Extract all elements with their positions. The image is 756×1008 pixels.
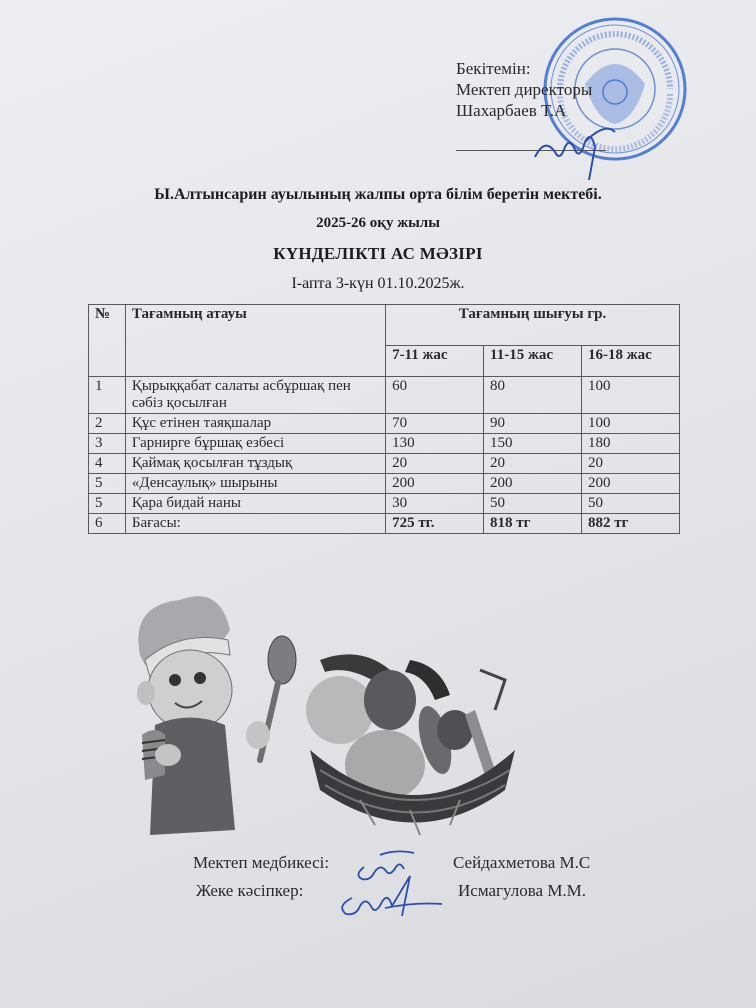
table-row <box>89 454 680 474</box>
yield-11-15: 20 <box>484 454 582 474</box>
yield-7-11: 70 <box>386 414 484 434</box>
school-name: Ы.Алтынсарин ауылының жалпы орта білім беретін мектебі. <box>154 186 602 203</box>
row-number: 2 <box>89 414 126 434</box>
yield-11-15: 90 <box>484 414 582 434</box>
yield-7-11: 60 <box>386 377 484 414</box>
entrepreneur-label: Жеке кәсіпкер: <box>196 881 304 900</box>
row-number: 1 <box>89 377 126 414</box>
dish-name: Құс етінен таяқшалар <box>125 414 385 434</box>
approval-position: Мектеп директоры <box>456 80 593 99</box>
price-7-11: 725 тг. <box>386 514 484 534</box>
table-row <box>89 377 680 414</box>
entrepreneur-signature <box>330 868 445 918</box>
row-number: 4 <box>89 454 126 474</box>
yield-16-18: 100 <box>582 377 680 414</box>
yield-16-18: 100 <box>582 414 680 434</box>
yield-11-15: 80 <box>484 377 582 414</box>
table-row <box>89 474 680 494</box>
dish-name: Қырыққабат салаты асбұршақ пен сәбіз қосылған <box>125 377 385 414</box>
col-header-number: № <box>89 305 126 377</box>
yield-16-18: 180 <box>582 434 680 454</box>
approval-director-name: Шахарбаев Т.А <box>456 101 567 120</box>
yield-16-18: 200 <box>582 474 680 494</box>
dish-name: Гарнирге бұршақ езбесі <box>125 434 385 454</box>
vegetable-basket-illustration <box>300 640 530 840</box>
nurse-name: Сейдахметова М.С <box>453 853 591 872</box>
yield-7-11: 20 <box>386 454 484 474</box>
yield-11-15: 50 <box>484 494 582 514</box>
col-header-dish-name: Тағамның атауы <box>125 305 385 377</box>
row-number: 5 <box>89 494 126 514</box>
col-header-yield: Тағамның шығуы гр. <box>386 305 680 346</box>
price-label: Бағасы: <box>125 514 385 534</box>
table-row <box>89 414 680 434</box>
dish-name: «Денсаулық» шырыны <box>125 474 385 494</box>
dish-name: Қаймақ қосылған тұздық <box>125 454 385 474</box>
week-day-date: І-апта 3-күн 01.10.2025ж. <box>291 275 465 292</box>
row-number: 5 <box>89 474 126 494</box>
yield-16-18: 50 <box>582 494 680 514</box>
row-number: 6 <box>89 514 126 534</box>
approval-label: Бекітемін: <box>456 59 531 78</box>
col-header-age-11-15: 11-15 жас <box>484 346 582 377</box>
yield-7-11: 200 <box>386 474 484 494</box>
academic-year: 2025-26 оқу жылы <box>316 215 440 231</box>
col-header-age-7-11: 7-11 жас <box>386 346 484 377</box>
dish-name: Қара бидай наны <box>125 494 385 514</box>
director-signature <box>525 112 620 182</box>
col-header-age-16-18: 16-18 жас <box>582 346 680 377</box>
row-number: 3 <box>89 434 126 454</box>
document-title: КҮНДЕЛІКТІ АС МӘЗІРІ <box>273 244 483 263</box>
menu-table <box>88 304 680 534</box>
yield-11-15: 200 <box>484 474 582 494</box>
price-row <box>89 514 680 534</box>
price-16-18: 882 тг <box>582 514 680 534</box>
yield-7-11: 30 <box>386 494 484 514</box>
entrepreneur-name: Исмагулова М.М. <box>458 881 587 900</box>
table-row <box>89 434 680 454</box>
price-11-15: 818 тг <box>484 514 582 534</box>
yield-11-15: 150 <box>484 434 582 454</box>
nurse-label: Мектеп медбикесі: <box>193 853 330 872</box>
yield-7-11: 130 <box>386 434 484 454</box>
chef-boy-illustration <box>120 585 310 840</box>
yield-16-18: 20 <box>582 454 680 474</box>
table-row <box>89 494 680 514</box>
